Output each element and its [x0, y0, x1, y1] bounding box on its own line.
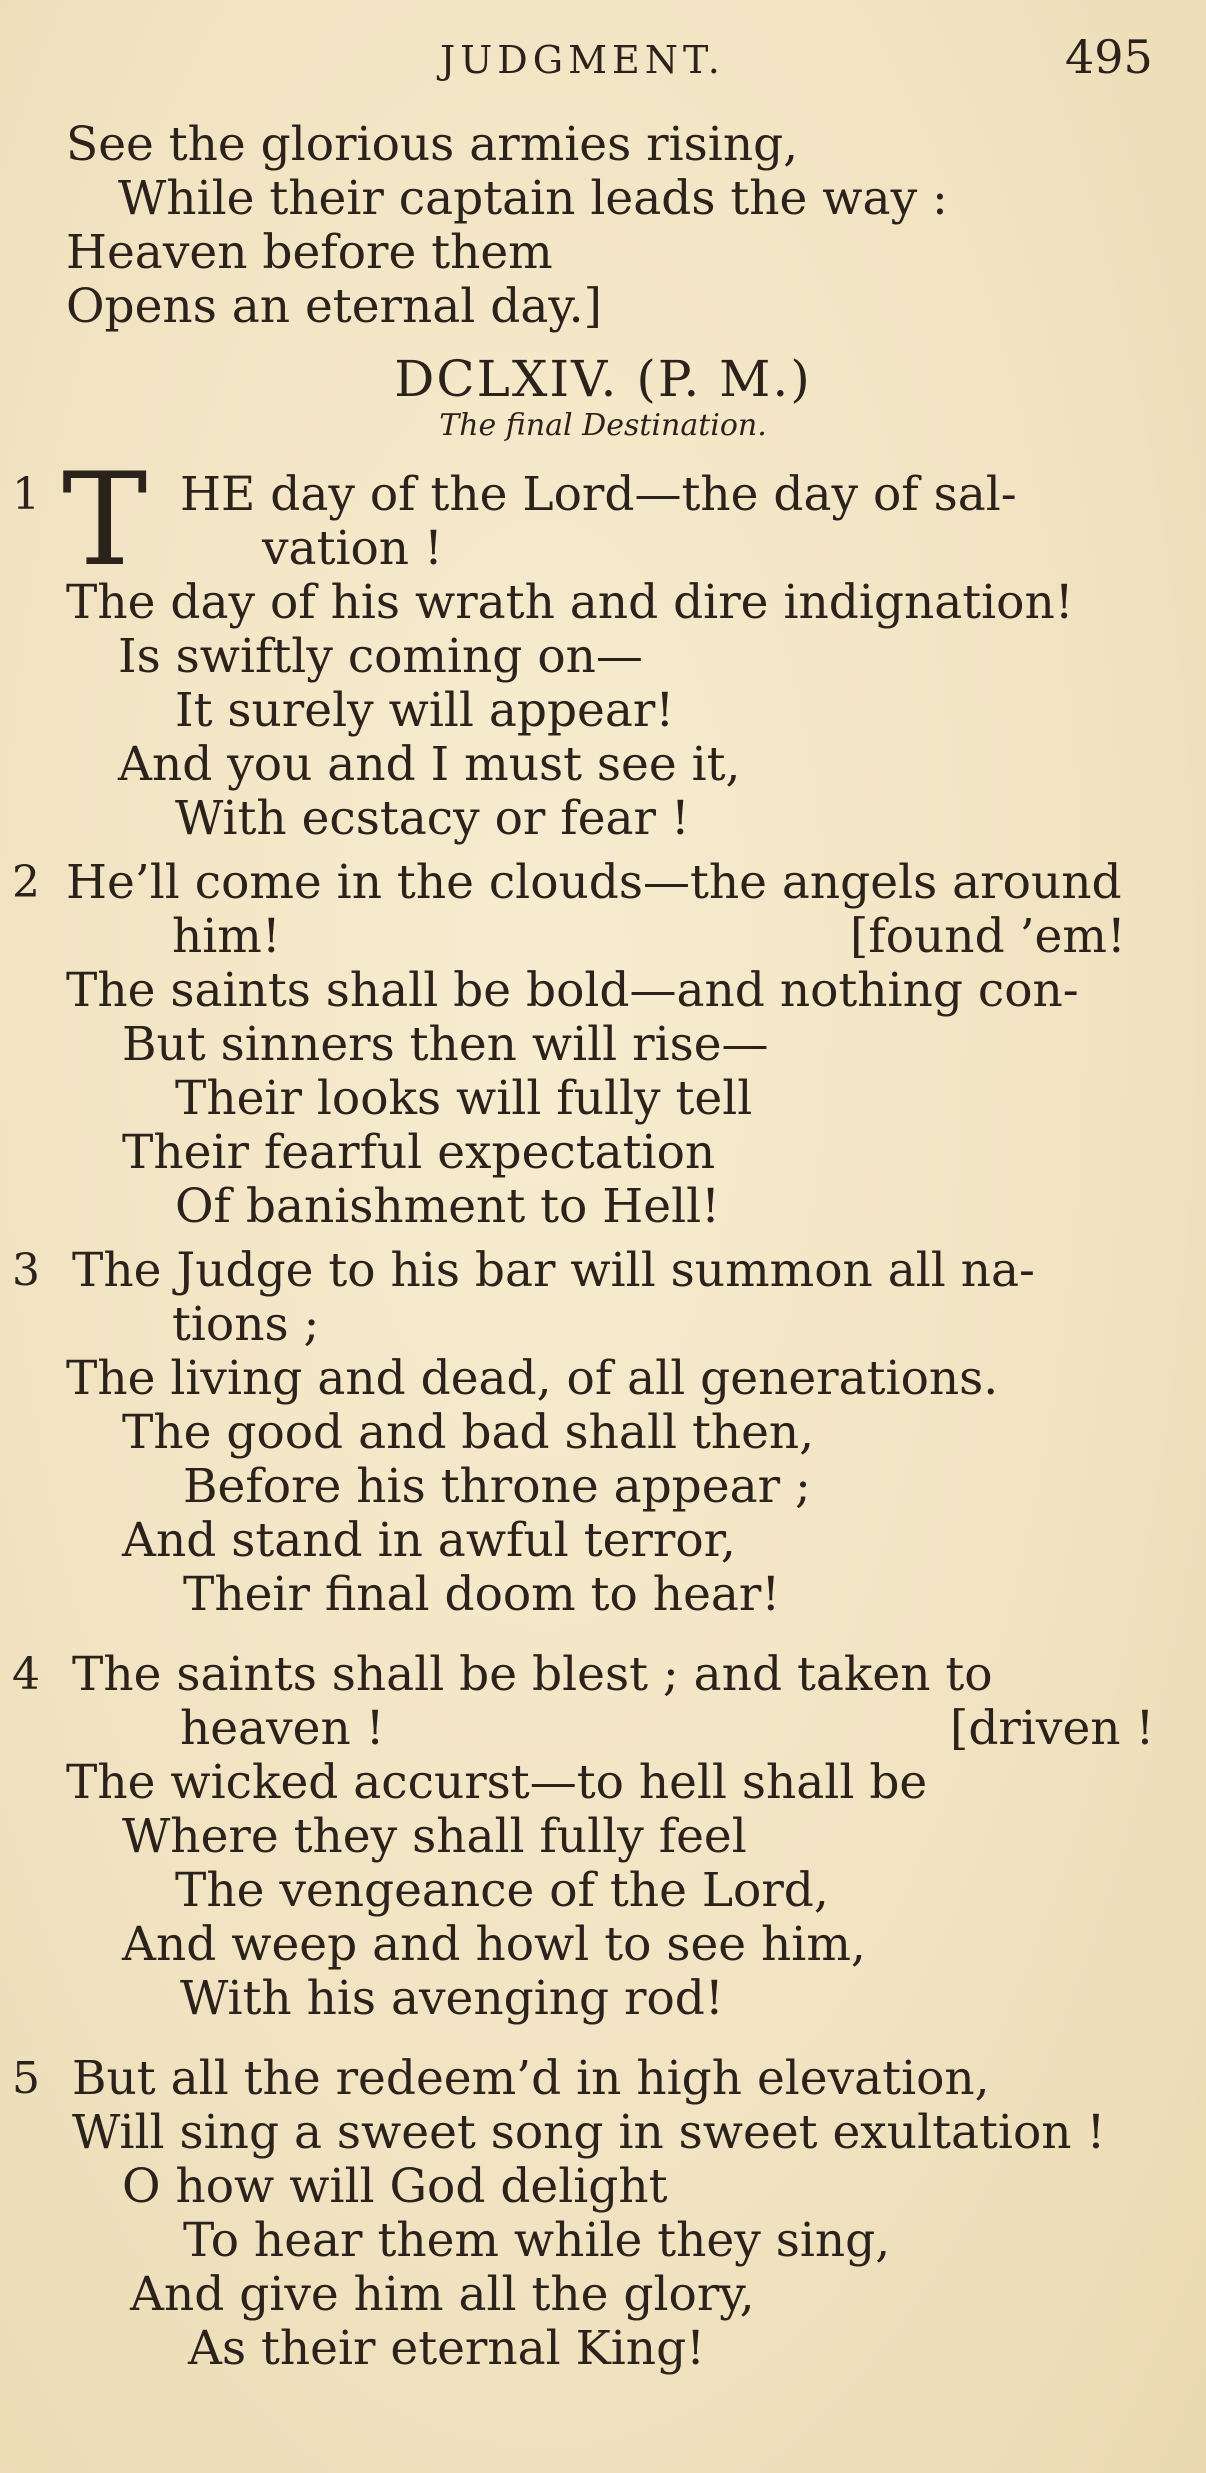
verse-line: But all the redeem’d in high elevation, [72, 2051, 990, 2106]
verse-line: Of banishment to Hell! [175, 1179, 721, 1234]
verse-line: Before his throne appear ; [183, 1459, 811, 1514]
verse-number: 5 [12, 2053, 40, 2104]
verse-line: heaven ! [180, 1701, 385, 1756]
verse-line: HE day of the Lord—the day of sal- [180, 467, 1017, 522]
verse-line: vation ! [262, 521, 443, 576]
verse-line: The saints shall be blest ; and taken to [72, 1647, 993, 1702]
verse-line: He’ll come in the clouds—the angels around [66, 855, 1122, 910]
verse-number: 4 [12, 1649, 40, 1700]
verse-line: Their looks will fully tell [175, 1071, 753, 1126]
verse-line: To hear them while they sing, [183, 2213, 891, 2268]
hymn-title: The final Destination. [439, 408, 767, 443]
verse-line: Will sing a sweet song in sweet exultation ! [72, 2105, 1106, 2160]
verse-line: With his avenging rod! [180, 1971, 724, 2026]
hymn-number: DCLXIV. (P. M.) [394, 350, 812, 408]
verse-line: [driven ! [950, 1701, 1155, 1756]
drop-cap: T [62, 446, 148, 595]
verse-line: tions ; [172, 1297, 320, 1352]
verse-line: And stand in awful terror, [122, 1513, 736, 1568]
verse-line: The wicked accurst—to hell shall be [66, 1755, 928, 1810]
verse-line: And you and I must see it, [118, 737, 741, 792]
verse-line: him! [172, 909, 281, 964]
verse-line: Is swiftly coming on— [118, 629, 643, 684]
verse-line: The day of his wrath and dire indignation! [66, 575, 1074, 630]
verse-number: 2 [12, 857, 40, 908]
verse-line: The living and dead, of all generations. [66, 1351, 999, 1406]
intro-line: Heaven before them [66, 225, 553, 280]
verse-line: With ecstacy or fear ! [175, 791, 690, 846]
intro-line: Opens an eternal day.] [66, 279, 602, 334]
verse-line: The Judge to his bar will summon all na- [72, 1243, 1035, 1298]
verse-line: And weep and howl to see him, [122, 1917, 866, 1972]
verse-line: As their eternal King! [188, 2321, 706, 2376]
verse-line: The good and bad shall then, [122, 1405, 815, 1460]
intro-line: See the glorious armies rising, [66, 117, 799, 172]
verse-line: Their final doom to hear! [183, 1567, 781, 1622]
verse-line: O how will God delight [122, 2159, 668, 2214]
verse-line: And give him all the glory, [130, 2267, 755, 2322]
verse-line: Where they shall fully feel [122, 1809, 747, 1864]
verse-number: 3 [12, 1245, 40, 1296]
verse-line: The vengeance of the Lord, [175, 1863, 829, 1918]
verse-line: Their fearful expectation [122, 1125, 716, 1180]
verse-line: But sinners then will rise— [122, 1017, 769, 1072]
intro-line: While their captain leads the way : [118, 171, 948, 226]
running-header: JUDGMENT. [440, 38, 725, 82]
verse-line: The saints shall be bold—and nothing con- [66, 963, 1079, 1018]
verse-number: 1 [12, 469, 40, 520]
page-number: 495 [1065, 30, 1153, 84]
verse-line: [found ’em! [850, 909, 1126, 964]
verse-line: It surely will appear! [175, 683, 675, 738]
